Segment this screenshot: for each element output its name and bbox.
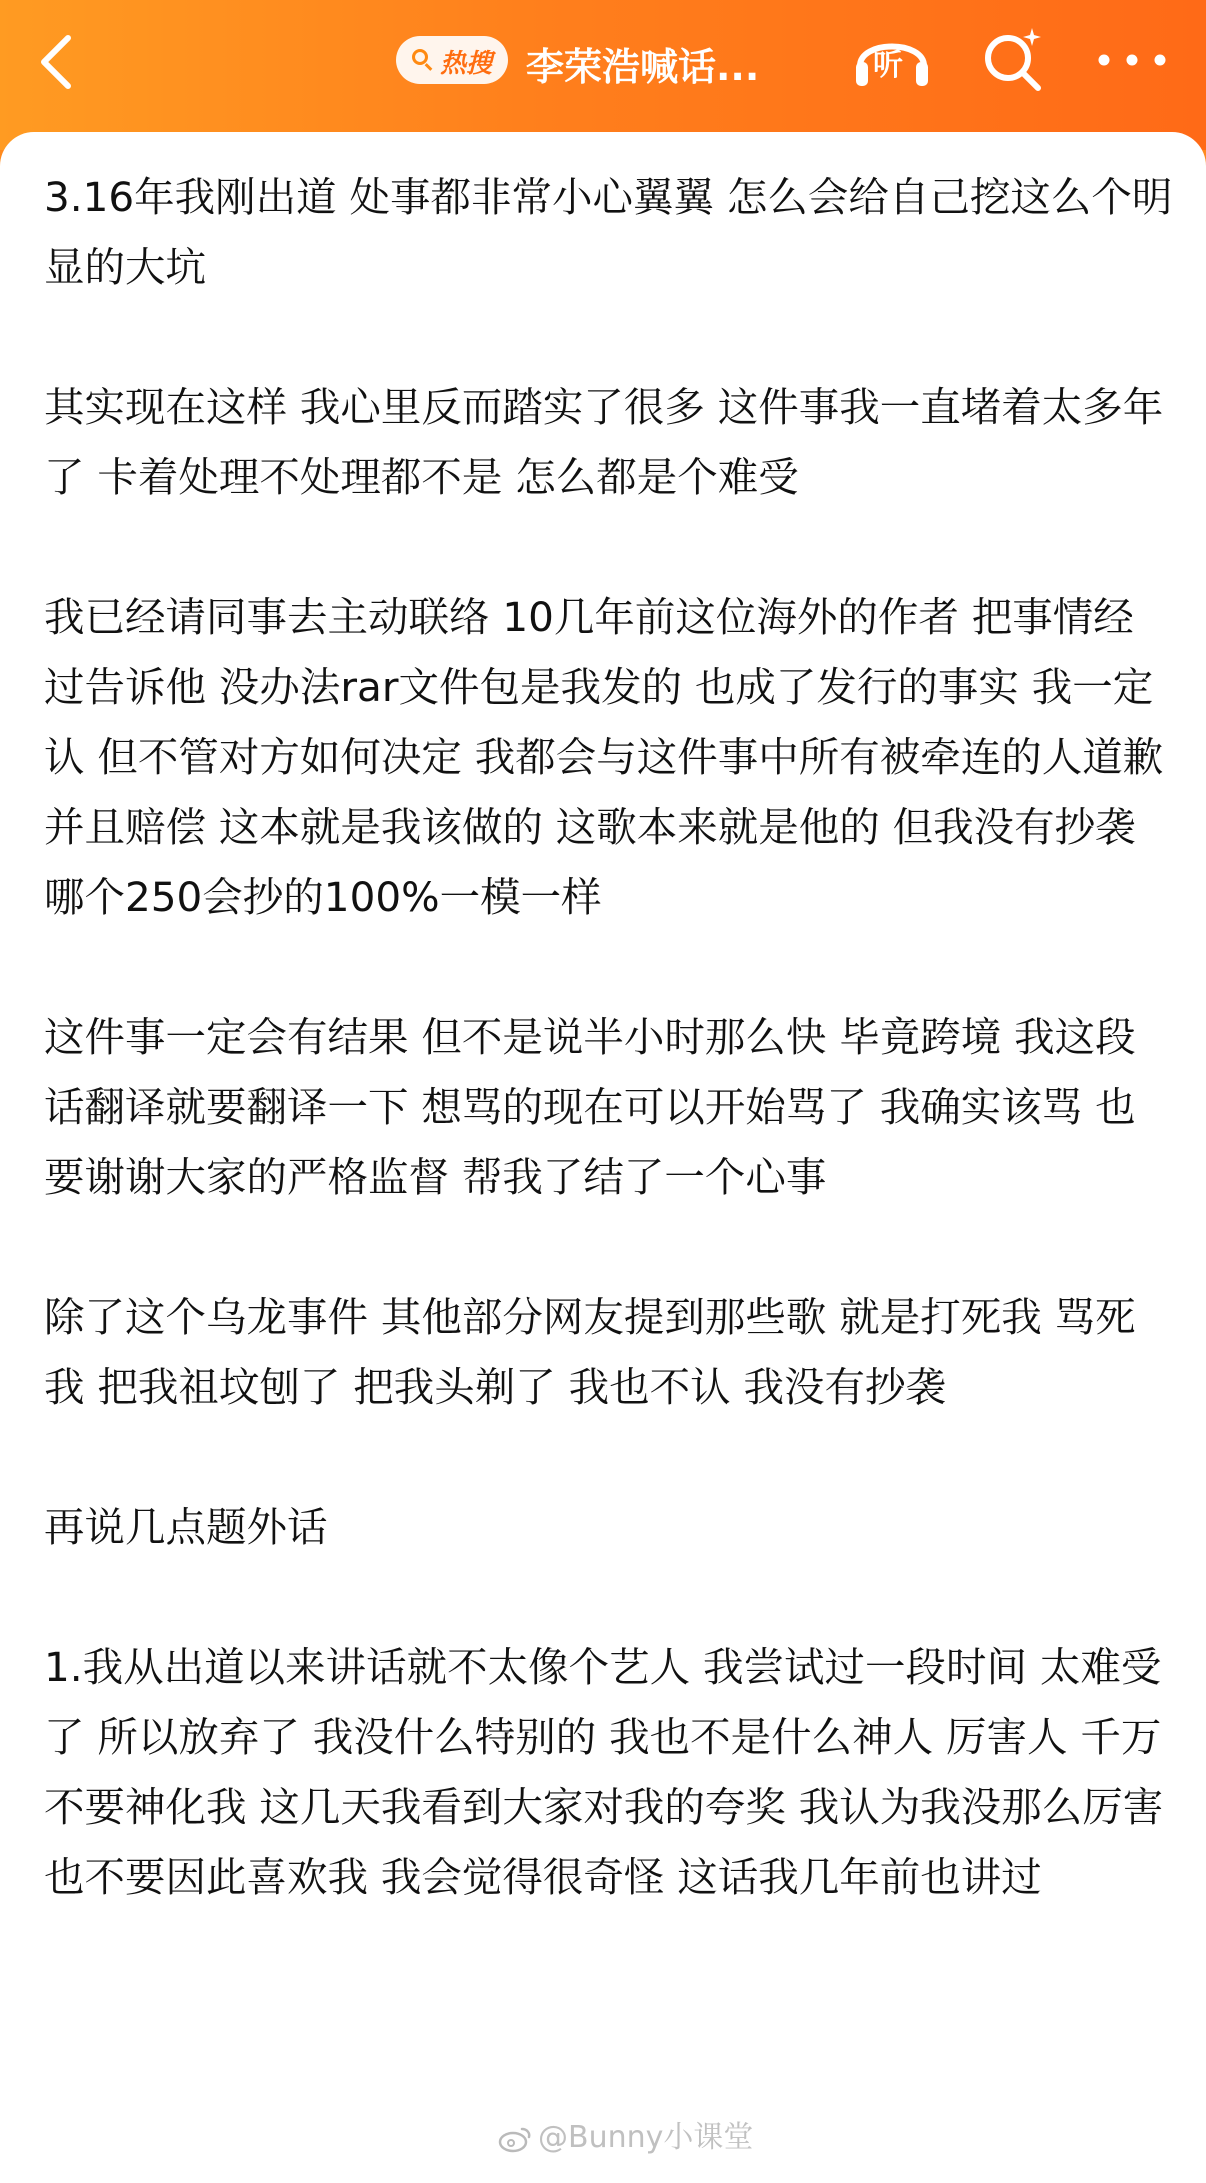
more-button[interactable] [1092, 40, 1172, 80]
paragraph: 这件事一定会有结果 但不是说半小时那么快 毕竟跨境 我这段话翻译就要翻译一下 想骂的现在可以开始骂了 我确实该骂 也要谢谢大家的严格监督 帮我了结了一个心事 [44, 1013, 1136, 1201]
hot-search-badge[interactable] [396, 36, 508, 84]
watermark [498, 2112, 753, 2162]
listen-label: 听 [873, 48, 903, 83]
article-body [44, 162, 1174, 1982]
search-icon [412, 49, 428, 65]
page-title[interactable]: 李荣浩喊话... [526, 45, 760, 89]
search-button[interactable] [976, 24, 1050, 98]
paragraph: 我已经请同事去主动联络 10几年前这位海外的作者 把事情经过告诉他 没办法rar文件包是我发的 也成了发行的事实 我一定认 但不管对方如何决定 我都会与这件事中所有被牵连的人道歉并且赔偿 这本就是我该做的 这歌本来就是他的 但我没有抄袭 哪个250会抄的100%一模一样 [44, 593, 1164, 921]
paragraph: 1.我从出道以来讲话就不太像个艺人 我尝试过一段时间 太难受了 所以放弃了 我没什么特别的 我也不是什么神人 厉害人 千万不要神化我 这几天我看到大家对我的夸奖 我认为我没那么厉害 也不要因此喜欢我 我会觉得很奇怪 这话我几年前也讲过 [44, 1643, 1164, 1901]
back-button[interactable] [28, 26, 88, 96]
more-dots-icon [1092, 40, 1172, 80]
paragraph: 其实现在这样 我心里反而踏实了很多 这件事我一直堵着太多年了 卡着处理不处理都不是 怎么都是个难受 [44, 383, 1164, 501]
weibo-icon [498, 2125, 532, 2153]
paragraph: 3.16年我刚出道 处事都非常小心翼翼 怎么会给自己挖这么个明显的大坑 [44, 173, 1173, 291]
paragraph: 再说几点题外话 [44, 1503, 328, 1551]
top-navigation-bar [0, 0, 1206, 150]
watermark-text: @Bunny小课堂 [538, 2120, 754, 2155]
hot-search-label: 热搜 [440, 49, 493, 79]
search-sparkle-icon [976, 24, 1050, 98]
chevron-left-icon [28, 26, 88, 96]
listen-button[interactable] [850, 22, 934, 96]
content-panel [0, 132, 1206, 2183]
paragraph: 除了这个乌龙事件 其他部分网友提到那些歌 就是打死我 骂死我 把我祖坟刨了 把我头剃了 我也不认 我没有抄袭 [44, 1293, 1136, 1411]
